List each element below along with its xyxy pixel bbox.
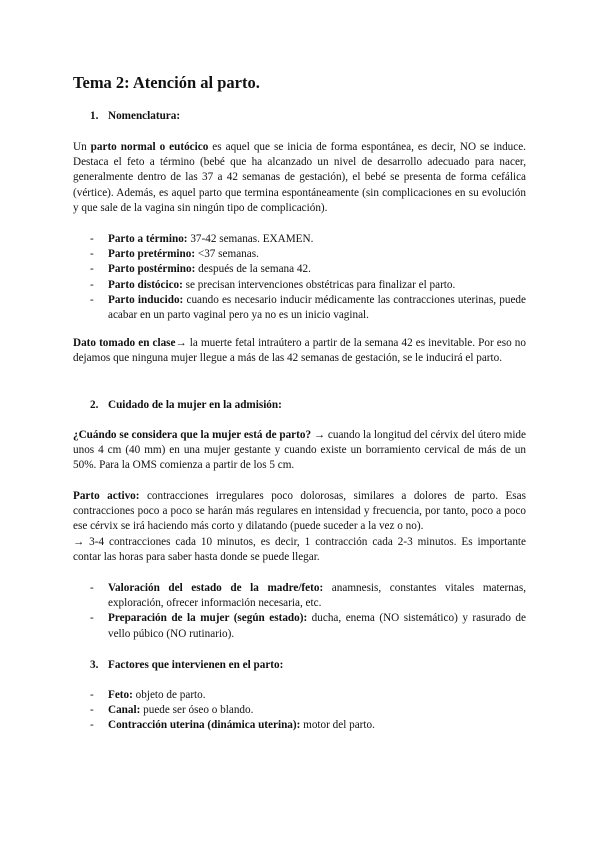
list-desc: ducha, enema (NO sistemático) y rasurado de vello púbico (NO rutinario). xyxy=(108,612,526,640)
section-title: Factores que intervienen en el parto: xyxy=(108,659,284,671)
list-item xyxy=(90,718,526,733)
list-term: Canal: xyxy=(108,704,141,717)
list-item xyxy=(90,688,526,703)
admission-list xyxy=(90,581,526,642)
list-term: Parto a término: xyxy=(108,233,188,245)
class-note-paragraph xyxy=(73,336,526,366)
list-desc: se precisan intervenciones obstétricas para finalizar el parto. xyxy=(182,278,456,291)
section-heading-2 xyxy=(90,398,282,413)
list-item xyxy=(90,581,526,611)
list-term: Parto postérmino: xyxy=(108,263,196,276)
list-dash: - xyxy=(90,293,94,306)
note-term: Dato tomado en clase xyxy=(73,337,176,349)
section-number: 1. xyxy=(90,110,99,122)
section-number: 3. xyxy=(90,659,99,671)
list-term: Parto distócico: xyxy=(108,278,183,291)
list-dash: - xyxy=(90,248,94,261)
active-term: Parto activo: xyxy=(73,490,140,502)
list-desc: puede ser óseo o blando. xyxy=(140,704,254,717)
active-text: contracciones irregulares poco dolorosas, similares a dolores de parto. Esas contracciones poco a poco se harán más regulares en intensidad y frecuencia, por tanto, poco a poco ese cérvix se irá haciendo más corto y dilatando (puede suceder a la vez o no). xyxy=(73,490,526,533)
section-title: Nomenclatura: xyxy=(108,110,181,122)
list-dash: - xyxy=(90,704,94,717)
list-item xyxy=(90,611,526,641)
intro-paragraph xyxy=(73,140,526,216)
list-term: Feto: xyxy=(108,689,133,701)
list-desc: anamnesis, constantes vitales maternas, exploración, ofrecer información necesaria, etc. xyxy=(108,582,526,610)
question-text: → cuando la longitud del cérvix del útero mide unos 4 cm (40 mm) en una mujer gestante y cuando existe un borramiento cervical de más de un 50%. Para la OMS comienza a partir de los 5 cm. xyxy=(73,429,526,472)
section-heading-3 xyxy=(90,658,283,673)
list-dash: - xyxy=(90,719,94,732)
factors-list xyxy=(90,688,526,734)
active-labor-paragraph xyxy=(73,489,526,565)
list-desc: 37-42 semanas. EXAMEN. xyxy=(187,233,314,245)
note-text: → la muerte fetal intraútero a partir de la semana 42 es inevitable. Por eso no dejamos que ninguna mujer llegue a más de las 42 semanas de gestación, se le inducirá el parto. xyxy=(73,337,526,365)
list-desc: después de la semana 42. xyxy=(195,263,311,276)
list-item xyxy=(90,293,526,323)
list-term: Contracción uterina (dinámica uterina): xyxy=(108,719,301,732)
list-item xyxy=(90,232,526,247)
list-item xyxy=(90,278,526,293)
intro-pre: Un xyxy=(73,141,91,153)
list-dash: - xyxy=(90,582,94,594)
active-text-2: → 3-4 contracciones cada 10 minutos, es decir, 1 contracción cada 2-3 minutos. Es importante contar las horas para saber hasta donde se puede llegar. xyxy=(73,535,526,563)
list-dash: - xyxy=(90,612,94,625)
intro-term: parto normal o eutócico xyxy=(90,141,209,153)
section-number: 2. xyxy=(90,399,99,411)
list-dash: - xyxy=(90,689,94,701)
birth-types-list xyxy=(90,232,526,323)
list-term: Preparación de la mujer (según estado): xyxy=(108,612,308,625)
list-item xyxy=(90,262,526,277)
list-dash: - xyxy=(90,233,94,245)
list-dash: - xyxy=(90,278,94,291)
list-item xyxy=(90,703,526,718)
list-term: Valoración del estado de la madre/feto: xyxy=(108,582,324,594)
list-item xyxy=(90,247,526,262)
intro-text: es aquel que se inicia de forma espontánea, es decir, NO se induce. Destaca el feto a término (bebé que ha alcanzado un nivel de desarrollo adecuado para nacer, generalmente dentro de las 37 a 42 semanas de gestación), el bebé se presenta de forma cefálica (vértice). Además, es aquel parto que termina espontáneamente (sin complicaciones en su evolución y que sale de la vagina sin ningún tipo de complicación). xyxy=(73,141,526,214)
section-heading-1 xyxy=(90,109,180,124)
list-desc: <37 semanas. xyxy=(195,248,259,261)
section-title: Cuidado de la mujer en la admisión: xyxy=(108,399,282,411)
list-desc: cuando es necesario inducir médicamente las contracciones uterinas, puede acabar en un parto vaginal pero ya no es un inicio vaginal. xyxy=(108,293,526,322)
list-term: Parto pretérmino: xyxy=(108,248,196,261)
labor-definition-paragraph xyxy=(73,428,526,474)
question-term: ¿Cuándo se considera que la mujer está de parto? xyxy=(73,429,312,441)
document-title: Tema 2: Atención al parto. xyxy=(73,73,260,92)
list-dash: - xyxy=(90,263,94,276)
list-term: Parto inducido: xyxy=(108,293,184,306)
list-desc: motor del parto. xyxy=(300,719,375,732)
list-desc: objeto de parto. xyxy=(132,689,206,701)
